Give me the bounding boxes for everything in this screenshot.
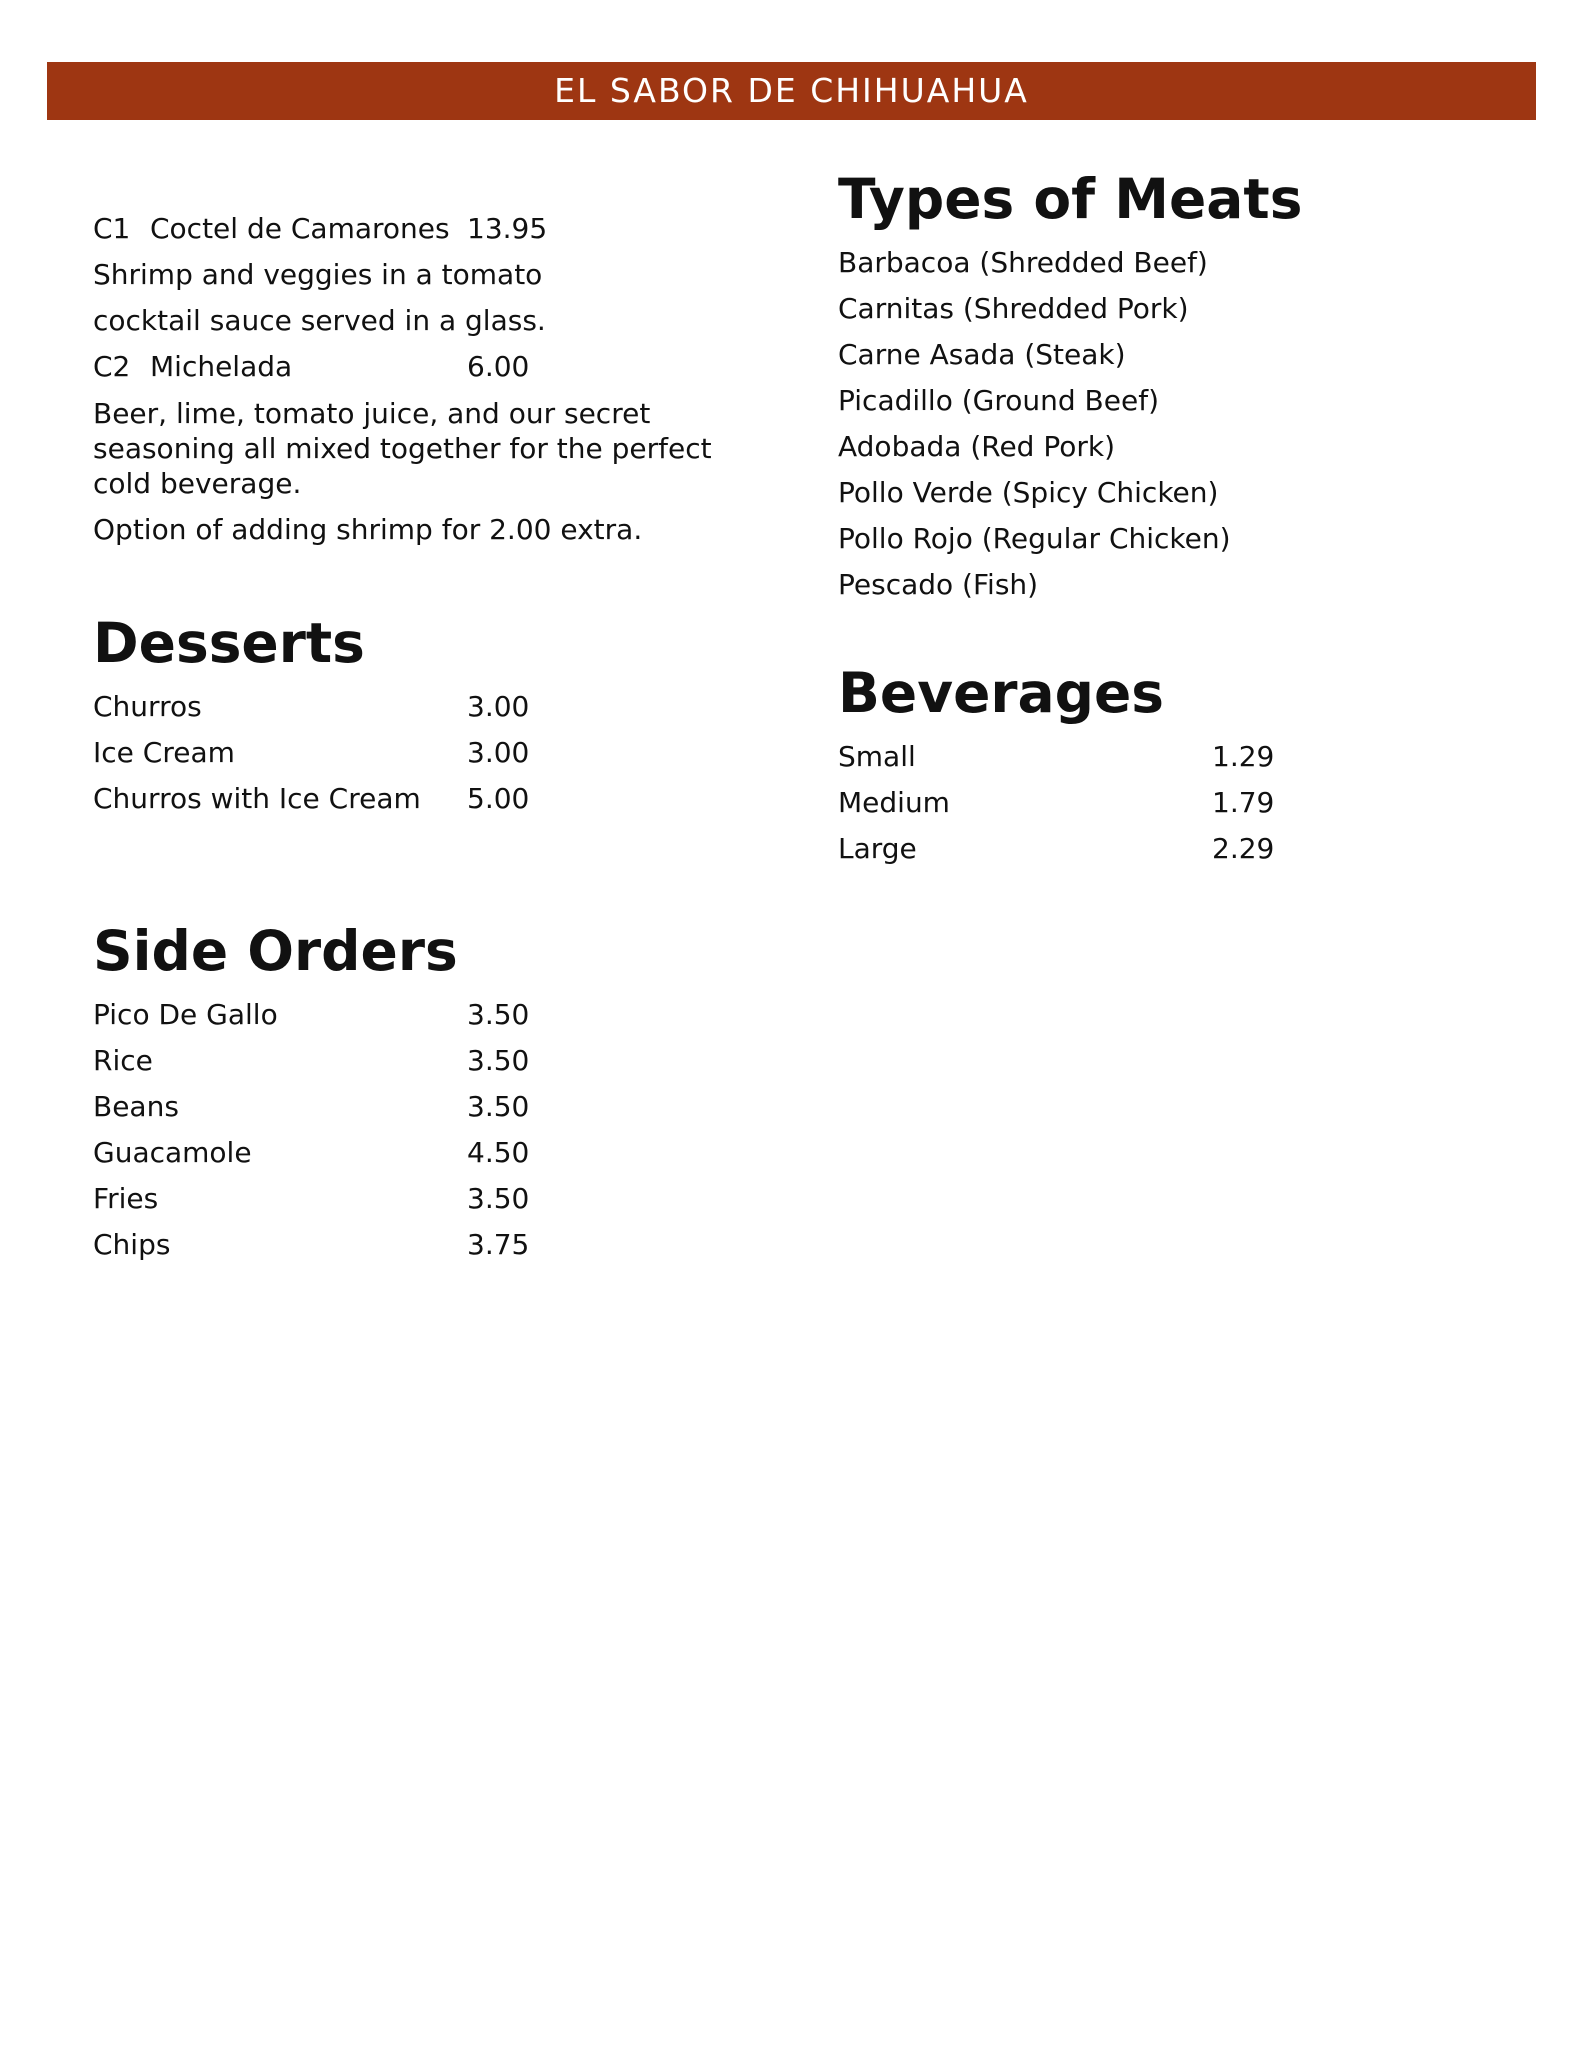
meat-item: Picadillo (Ground Beef) [838,384,1160,417]
meats-section [838,166,1538,614]
menu-item [93,1182,773,1216]
item-code: C1 [93,212,131,245]
item-price: 13.95 [467,212,548,245]
item-name: Churros [93,690,202,723]
menu-item [93,1090,773,1124]
item-price: 3.00 [467,736,530,769]
menu-title-banner [47,62,1536,120]
item-name: Medium [838,786,950,819]
item-name: Large [838,832,917,865]
item-price: 3.75 [467,1228,530,1261]
menu-item [838,832,1538,866]
menu-item [93,998,773,1032]
menu-item [93,1044,773,1078]
meat-item: Pollo Verde (Spicy Chicken) [838,476,1219,509]
menu-item [838,740,1538,774]
item-price: 4.50 [467,1136,530,1169]
item-name: Fries [93,1182,159,1215]
menu-item [93,1228,773,1262]
item-price: 1.79 [1212,786,1275,819]
item-name: Beans [93,1090,179,1123]
item-price: 6.00 [467,350,530,383]
section-heading: Types of Meats [838,167,1303,231]
menu-item [93,782,773,816]
item-price: 3.50 [467,1182,530,1215]
side-orders-section [93,918,773,1274]
item-note: Option of adding shrimp for 2.00 extra. [93,513,643,546]
menu-item [93,1136,773,1170]
item-description: Beer, lime, tomato juice, and our secret seasoning all mixed together for the perfect cold beverage. [93,397,712,500]
item-name: Guacamole [93,1136,252,1169]
desserts-section [93,610,773,828]
item-price: 3.50 [467,998,530,1031]
item-price: 2.29 [1212,832,1275,865]
item-name: Pico De Gallo [93,998,278,1031]
item-name: Rice [93,1044,153,1077]
special-item-c1 [93,212,773,246]
item-price: 1.29 [1212,740,1275,773]
beverages-section [838,660,1538,878]
item-name: Ice Cream [93,736,235,769]
meat-item: Adobada (Red Pork) [838,430,1116,463]
meat-item: Carne Asada (Steak) [838,338,1126,371]
section-heading: Beverages [838,661,1165,725]
meat-item: Pescado (Fish) [838,568,1039,601]
section-heading: Side Orders [93,919,458,983]
menu-item [93,690,773,724]
item-price: 3.00 [467,690,530,723]
item-price: 3.50 [467,1044,530,1077]
item-name: Churros with Ice Cream [93,782,421,815]
item-description: cocktail sauce served in a glass. [93,304,546,337]
specials-section [93,212,773,559]
restaurant-name: EL SABOR DE CHIHUAHUA [554,71,1029,110]
item-description: Shrimp and veggies in a tomato [93,258,543,291]
menu-item [93,736,773,770]
item-name: Michelada [150,350,293,383]
meat-item: Pollo Rojo (Regular Chicken) [838,522,1231,555]
item-price: 5.00 [467,782,530,815]
meat-item: Barbacoa (Shredded Beef) [838,246,1208,279]
item-name: Chips [93,1228,171,1261]
item-price: 3.50 [467,1090,530,1123]
meat-item: Carnitas (Shredded Pork) [838,292,1189,325]
item-code: C2 [93,350,131,383]
item-name: Small [838,740,916,773]
section-heading: Desserts [93,611,365,675]
menu-item [838,786,1538,820]
item-name: Coctel de Camarones [150,212,450,245]
special-item-c2 [93,350,773,384]
